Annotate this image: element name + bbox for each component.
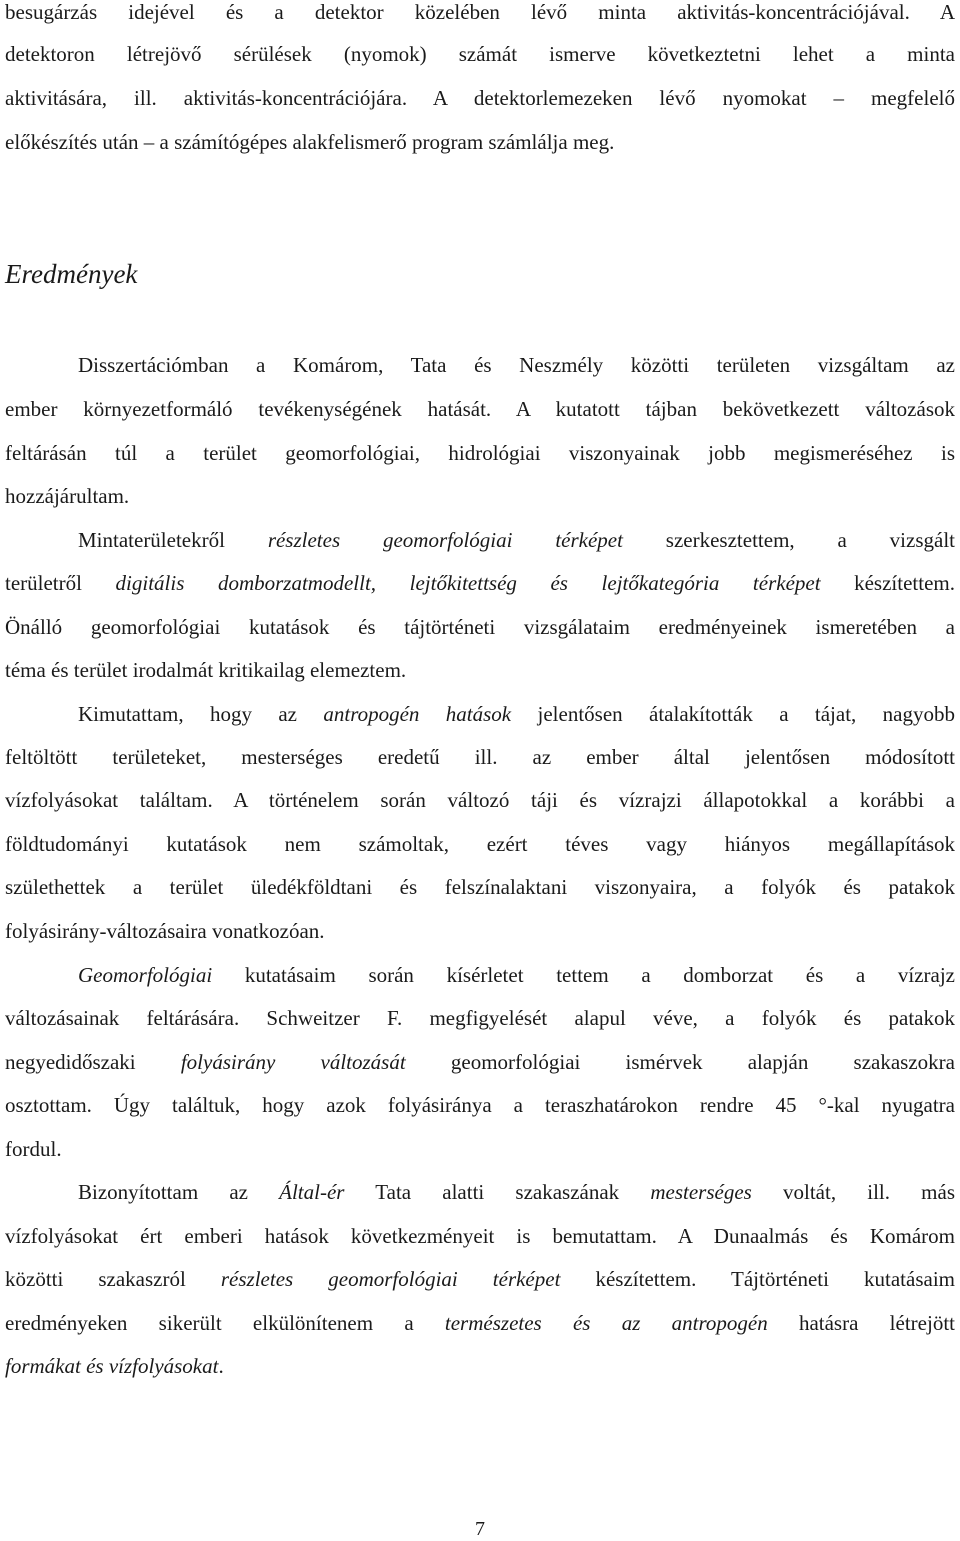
page-number: 7 (475, 1518, 485, 1540)
text-line: előkészítés után – a számítógépes alakfelismerő program számlálja meg. (5, 130, 615, 154)
text-line: területről digitális domborzatmodellt, lejtőkitettség és lejtőkategória térképet készítettem. (5, 571, 955, 595)
text-line: formákat és vízfolyásokat. (5, 1354, 224, 1378)
text-line: születhettek a terület üledékföldtani és felszínalaktani viszonyaira, a folyók és patakok (5, 875, 955, 899)
text-line: hozzájárultam. (5, 484, 130, 508)
text-line: fordul. (5, 1137, 62, 1161)
text-line: Kimutattam, hogy az antropogén hatások jelentősen átalakították a tájat, nagyobb (78, 702, 955, 726)
text-line: vízfolyásokat ért emberi hatások következményeit is bemutattam. A Dunaalmás és Komárom (5, 1224, 955, 1248)
text-line: változásainak feltárására. Schweitzer F. megfigyelését alapul véve, a folyók és patakok (5, 1006, 955, 1030)
section-heading: Eredmények (5, 259, 138, 289)
text-line: besugárzás idejével és a detektor közelében lévő minta aktivitás-koncentrációjával. A (5, 0, 955, 24)
text-line: Mintaterületekről részletes geomorfológiai térképet szerkesztettem, a vizsgált (78, 528, 955, 552)
text-line: detektoron létrejövő sérülések (nyomok) számát ismerve következtetni lehet a minta (5, 42, 955, 66)
text-line: negyedidőszaki folyásirány változását geomorfológiai ismérvek alapján szakaszokra (5, 1050, 955, 1074)
text-line: folyásirány-változásaira vonatkozóan. (5, 919, 325, 943)
text-line: téma és terület irodalmát kritikailag elemeztem. (5, 658, 407, 682)
text-line: földtudományi kutatások nem számoltak, ezért téves vagy hiányos megállapítások (5, 832, 955, 856)
text-line: feltöltött területeket, mesterséges eredetű ill. az ember által jelentősen módosított (5, 745, 955, 769)
text-line: ember környezetformáló tevékenységének hatását. A kutatott tájban bekövetkezett változások (5, 397, 955, 421)
text-line: Geomorfológiai kutatásaim során kísérletet tettem a domborzat és a vízrajz (78, 963, 955, 987)
text-line: Disszertációmban a Komárom, Tata és Neszmély közötti területen vizsgáltam az (78, 353, 955, 377)
text-line: aktivitására, ill. aktivitás-koncentrációjára. A detektorlemezeken lévő nyomokat – megfelelő (5, 86, 955, 110)
text-line: osztottam. Úgy találtuk, hogy azok folyásiránya a teraszhatárokon rendre 45 °-kal nyugatra (5, 1093, 955, 1117)
text-line: vízfolyásokat találtam. A történelem során változó táji és vízrajzi állapotokkal a korábbi a (5, 788, 955, 812)
text-line: eredményeken sikerült elkülönítenem a természetes és az antropogén hatásra létrejött (5, 1311, 955, 1335)
text-line: feltárásán túl a terület geomorfológiai, hidrológiai viszonyainak jobb megismeréséhez is (5, 441, 955, 465)
text-line: Bizonyítottam az Által-ér Tata alatti szakaszának mesterséges voltát, ill. más (78, 1180, 956, 1204)
text-line: Önálló geomorfológiai kutatások és tájtörténeti vizsgálataim eredményeinek ismeretében a (5, 615, 955, 639)
text-line: közötti szakaszról részletes geomorfológiai térképet készítettem. Tájtörténeti kutatásaim (5, 1267, 955, 1291)
